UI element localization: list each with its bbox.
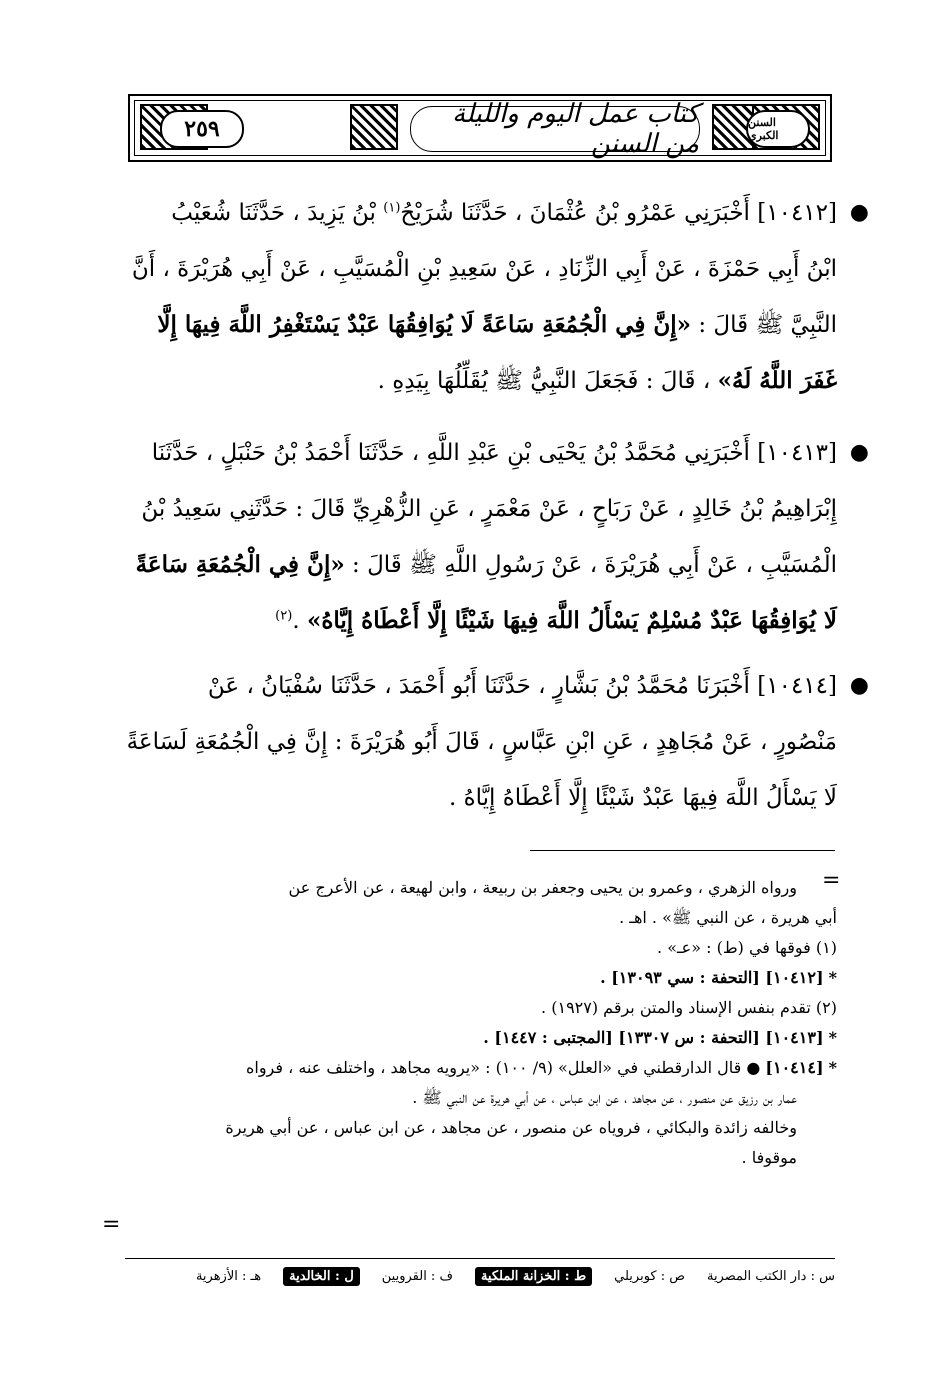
footnote-line: (١) فوقها في (ط) : «عـ» . — [657, 938, 837, 957]
hadith-entry-10413 — [125, 425, 869, 649]
footnote-line: * [١٠٤١٤] ● قال الدارقطني في «العلل» (٩/ ١٠٠) : «يرويه مجاهد ، واختلف عنه ، فرواه — [246, 1058, 837, 1077]
star-icon: * — [828, 1058, 837, 1077]
hadith-text: «إِنَّ فِي الْجُمُعَةِ سَاعَةً لَا يُوَافِقُهَا عَبْدٌ يَسْتَغْفِرُ اللَّهَ فِيهَا إِلَّا — [157, 311, 692, 338]
ornament-mid-left — [350, 104, 398, 150]
siglum-f: ف : القرويين — [381, 1268, 453, 1284]
entry-line: لَا يَسْأَلُ اللَّهَ فِيهَا عَبْدٌ شَيْئًا إِلَّا أَعْطَاهُ إِيَّاهُ . — [448, 785, 837, 811]
footnote-line: * [١٠٤١٣] [التحفة : س ١٣٣٠٧] [المجتبى : ١٤٤٧] . — [483, 1028, 837, 1047]
bullet-icon: ● — [849, 440, 869, 465]
footnote-ref: (١) — [383, 200, 401, 216]
entry-line: الْمُسَيَّبِ ، عَنْ أَبِي هُرَيْرَةَ ، عَنْ رَسُولِ اللَّهِ ﷺ قَالَ : «إِنَّ فِي الْجُمُعَةِ سَاعَةً — [135, 551, 837, 578]
entry-line: [١٠٤١٣] أَخْبَرَنِي مُحَمَّدُ بْنُ يَحْيَى بْنِ عَبْدِ اللَّهِ ، حَدَّثَنَا أَحْمَدُ بْنُ حَنْبَلٍ ، حَدَّثَنَا — [151, 440, 837, 466]
footnote-line: عمار بن رزيق عن منصور ، عن مجاهد ، عن ابن عباس ، عن أبي هريرة عن النبي ﷺ . — [412, 1088, 797, 1107]
star-icon: * — [828, 1028, 837, 1047]
entry-line: [١٠٤١٢] أَخْبَرَنِي عَمْرُو بْنُ عُثْمَانَ ، حَدَّثَنَا شُرَيْحُ$^{(١)}$ بْنُ يَزِيدَ ، حَدَّثَنَا شُعَيْبُ — [171, 200, 837, 226]
entry-line: إِبْرَاهِيمُ بْنُ خَالِدٍ ، عَنْ رَبَاحٍ ، عَنْ مَعْمَرٍ ، عَنِ الزُّهْرِيِّ قَالَ : حَدَّثَنِي سَعِيدُ بْنُ — [141, 496, 837, 522]
book-emblem: السنن الكبرى — [746, 110, 810, 148]
hadith-entry-10414 — [125, 658, 869, 826]
siglum-h: هـ : الأزهرية — [195, 1268, 262, 1284]
footnote-ref: (٢) — [275, 608, 293, 624]
footnote-line: ورواه الزهري ، وعمرو بن يحيى وجعفر بن ربيعة ، وابن لهيعة ، عن الأعرج عن — [288, 878, 797, 897]
entry-line: لَا يُوَافِقُهَا عَبْدٌ مُسْلِمٌ يَسْأَلُ اللَّهَ فِيهَا شَيْئًا إِلَّا أَعْطَاهُ إِيَّاهُ» .$^{(٢)}$ — [275, 607, 837, 634]
siglum-l: ل : الخالدية — [283, 1267, 360, 1286]
footnote-line: موقوفا . — [741, 1148, 797, 1167]
continuation-mark-bottom: = — [102, 1212, 121, 1237]
footer-divider — [125, 1258, 835, 1259]
entry-line: ابْنُ أَبِي حَمْزَةَ ، عَنْ أَبِي الزِّنَادِ ، عَنْ سَعِيدِ بْنِ الْمُسَيَّبِ ، عَنْ أَبِي هُرَيْرَةَ ، أَنَّ — [131, 256, 837, 282]
entry-line: غَفَرَ اللَّهُ لَهُ» ، قَالَ : فَجَعَلَ النَّبِيُّ ﷺ يُقَلِّلُهَا بِيَدِهِ . — [377, 367, 837, 394]
footnote-line: (٢) تقدم بنفس الإسناد والمتن برقم (١٩٢٧) . — [541, 998, 837, 1017]
bullet-icon: ● — [849, 673, 869, 698]
footnotes — [120, 873, 837, 1173]
page-header — [128, 94, 832, 162]
siglum-t: ط : الخزانة الملكية — [475, 1267, 592, 1286]
continuation-mark-top: = — [822, 868, 841, 893]
hadith-entry-10412 — [125, 185, 869, 409]
book-title: كتاب عمل اليوم والليلة من السنن — [410, 106, 700, 152]
siglum-s: س : دار الكتب المصرية — [706, 1268, 835, 1284]
entry-line: [١٠٤١٤] أَخْبَرَنَا مُحَمَّدُ بْنُ بَشَّارٍ ، حَدَّثَنَا أَبُو أَحْمَدَ ، حَدَّثَنَا سُفْيَانُ ، عَنْ — [207, 673, 837, 699]
siglum-p: ص : كوبريلي — [614, 1268, 685, 1284]
star-icon: * — [828, 968, 837, 987]
footnote-line: وخالفه زائدة والبكائي ، فروياه عن منصور ، عن مجاهد ، عن ابن عباس ، عن أبي هريرة — [225, 1118, 797, 1137]
bullet-icon: ● — [849, 200, 869, 225]
manuscript-sigla — [125, 1262, 835, 1290]
entry-line: مَنْصُورٍ ، عَنْ مُجَاهِدٍ ، عَنِ ابْنِ عَبَّاسٍ ، قَالَ أَبُو هُرَيْرَةَ : إِنَّ فِي الْجُمُعَةِ لَسَاعَةً — [126, 729, 837, 755]
footnote-line: * [١٠٤١٢] [التحفة : سي ١٣٠٩٣] . — [600, 968, 837, 987]
hadith-text: «إِنَّ فِي الْجُمُعَةِ سَاعَةً — [135, 551, 345, 578]
page-number: ٢٥٩ — [160, 110, 244, 148]
hadith-text: لَا يُوَافِقُهَا عَبْدٌ مُسْلِمٌ يَسْأَلُ اللَّهَ فِيهَا شَيْئًا إِلَّا أَعْطَاهُ إِيَّاهُ» — [306, 607, 837, 634]
footnote-line: أبي هريرة ، عن النبي ﷺ» . اهـ . — [619, 908, 837, 927]
footnote-divider — [530, 850, 835, 851]
entry-line: النَّبِيَّ ﷺ قَالَ : «إِنَّ فِي الْجُمُعَةِ سَاعَةً لَا يُوَافِقُهَا عَبْدٌ يَسْتَغْفِرُ اللَّهَ فِيهَا إِلَّا — [157, 311, 837, 338]
hadith-text: غَفَرَ اللَّهُ لَهُ» — [717, 367, 837, 394]
